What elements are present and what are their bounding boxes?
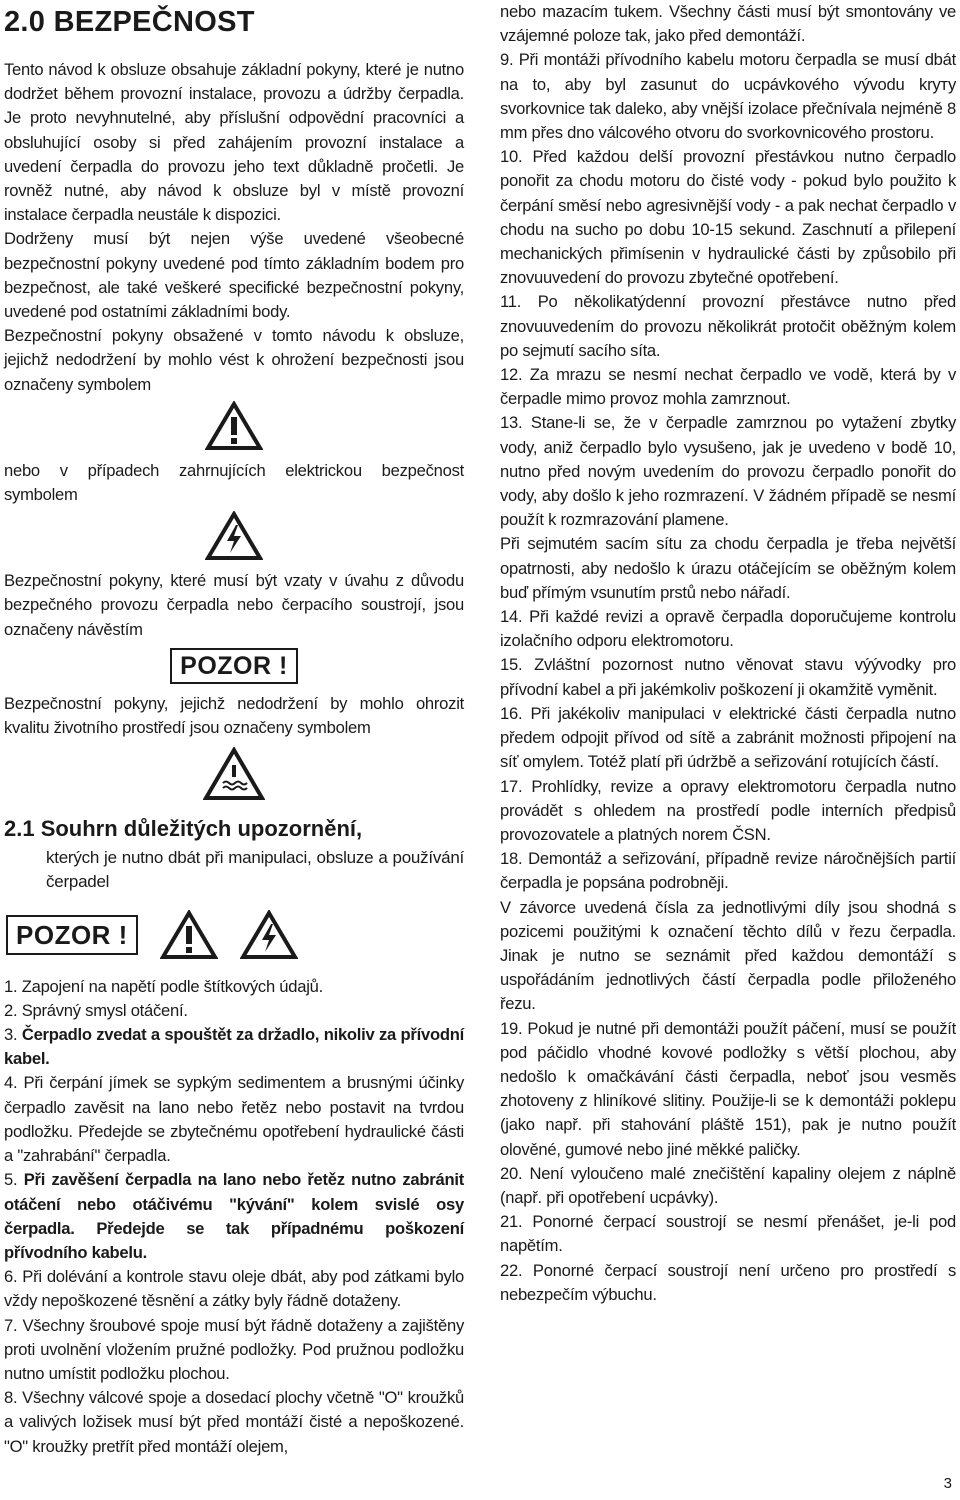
intro-paragraph-1: Tento návod k obsluze obsahuje základní pokyny, které je nutno dodržet během provozní instalace, provozu a údržby čerpadla. Je proto nevyhnutelné, aby příslušní odpovědní pracovníci a obsluhující osoby si před zahájením provozní instalace a uvedení čerpadla do provozu jeho text důkladně pročetli. Je rovněž nutné, aby návod k obsluze byl v místě provozní instalace čerpadla neustále k dispozici. bbox=[4, 60, 464, 225]
warning-triangle-icon bbox=[160, 910, 218, 960]
list-item: 13. Stane-li se, že v čerpadle zamrznou po vytažení zbytky vody, aniž čerpadlo bylo vysušeno, jak je uvedeno v bodě 10, nutno před novým uvedením do provozu čerpadlo ponořit do vody, aby došlo k jeho rozmrazení. V žádném případě se nesmí použít k rozmrazování plamene. bbox=[500, 413, 956, 530]
environment-symbol bbox=[4, 740, 464, 808]
summary-subtitle: kterých je nutno dbát při manipulaci, obsluze a používání čerpadel bbox=[46, 848, 464, 892]
list-item: 2. Správný smysl otáčení. bbox=[4, 1000, 188, 1020]
list-item: 7. Všechny šroubové spoje musí být řádně dotaženy a zajištěny proti uvolnění vložením pružné podložky. Pod pružnou podložku nutno umístit podložku plochou. bbox=[4, 1315, 464, 1383]
list-item: 15. Zvláštní pozornost nutno věnovat stavu výývodky pro přívodní kabel a při jakémkoliv poškození ji okamžitě vyměnit. bbox=[500, 655, 956, 699]
intro-paragraph-2: Dodrženy musí být nejen výše uvedené všeobecné bezpečnostní pokyny uvedené pod tímto základním bodem pro bezpečnost, ale také veškeré specifické bezpečnostní pokyny, uvedené pod ostatními základními body. bbox=[4, 229, 464, 322]
list-item: nebo mazacím tukem. Všechny části musí být smontovány ve vzájemné poloze tak, jako před demontáží. bbox=[500, 2, 956, 46]
summary-list-right bbox=[500, 0, 956, 1307]
list-item: 14. Při každé revizi a opravě čerpadla doporučujeme kontrolu izolačního odporu elektromotoru. bbox=[500, 607, 956, 651]
list-item: V závorce uvedená čísla za jednotlivými díly jsou shodná s pozicemi použitými k označení těchto dílů v řezu čerpadla. Jinak je nutno se seznámit před každou demontáží s uspořádáním jednotlivých částí čerpadla podle přiloženého řezu. bbox=[500, 897, 956, 1014]
pozor-label-summary: POZOR ! bbox=[6, 915, 138, 955]
section-title: 2.0 BEZPEČNOST bbox=[4, 6, 255, 38]
right-column bbox=[500, 0, 956, 1307]
list-item: 12. Za mrazu se nesmí nechat čerpadlo ve vodě, která by v čerpadle mimo provoz mohla zamrznout. bbox=[500, 365, 956, 409]
list-item: 17. Prohlídky, revize a opravy elektromotoru čerpadla nutno provádět s ohledem na prostředí podle interních předpisů provozovatele a platných norem ČSN. bbox=[500, 776, 956, 844]
electric-hazard-icon bbox=[205, 511, 263, 561]
intro-paragraph-4: nebo v případech zahrnujících elektrickou bezpečnost symbolem bbox=[4, 460, 464, 505]
list-item bbox=[4, 1168, 464, 1265]
summary-title: 2.1 Souhrn důležitých upozornění, bbox=[4, 816, 363, 842]
page-number: 3 bbox=[943, 1475, 952, 1492]
list-item: 16. Při jakékoliv manipulaci v elektrické části čerpadla nutno předem odpojit přívod od sítě a zabránit možnosti připojení na síť omylem. Totéž platí při údržbě a seřizování rotujících částí. bbox=[500, 703, 956, 772]
summary-list-left bbox=[4, 975, 464, 1459]
list-item: Při sejmutém sacím sítu za chodu čerpadla je třeba největší opatrnosti, aby nedošlo k úrazu otáčejícím se oběžným kolem buď přímým vsunutím prstů nebo nářadí. bbox=[500, 534, 956, 602]
summary-symbols bbox=[4, 895, 464, 975]
pozor-label: POZOR ! bbox=[170, 648, 298, 684]
list-item: 18. Demontáž a seřizování, případně revize náročnějších partií čerpadla je popsána podrobněji. bbox=[500, 849, 956, 893]
list-item bbox=[4, 1023, 464, 1071]
list-item: 8. Všechny válcové spoje a dosedací plochy včetně "O" kroužků a valivých ložisek musí být před montáží čisté a nepoškozené. "O" kroužky pretřít před montáží olejem, bbox=[4, 1388, 464, 1456]
pozor-sign-1 bbox=[4, 642, 464, 690]
list-item-bold-text: Při zavěšení čerpadla na lano nebo řetěz nutno zabránit otáčení nebo otáčivému "kývání" kolem svislé osy čerpadla. Předejde se tak případnému poškození přívodního kabelu. bbox=[4, 1170, 464, 1262]
electric-symbol bbox=[4, 507, 464, 565]
list-item: 19. Pokud je nutné při demontáži použít páčení, musí se použít pod páčidlo vhodné kovové podložky s větší plochou, aby nedošlo k omačkávání části čerpadla, neboť jsou vesměs zhotoveny z hliníkové slitiny. Použije-li se k demontáži poklepu (jako např. při stahování pláště 151), pak je nutno použít olověné, gumové nebo jiné měkké paličky. bbox=[500, 1018, 956, 1159]
list-item: 21. Ponorné čerpací soustrojí se nesmí přenášet, je-li pod napětím. bbox=[500, 1212, 956, 1256]
warning-symbol bbox=[4, 397, 464, 455]
list-item-number: 5. bbox=[4, 1170, 24, 1190]
environment-hazard-icon bbox=[203, 747, 265, 801]
list-item: 20. Není vyloučeno malé znečištění kapaliny olejem z náplně (např. při opotřebení ucpávky). bbox=[500, 1163, 956, 1207]
list-item-number: 3. bbox=[4, 1025, 22, 1045]
list-item: 22. Ponorné čerpací soustrojí není určeno pro prostředí s nebezpečím výbuchu. bbox=[500, 1260, 956, 1304]
warning-triangle-icon bbox=[205, 401, 263, 451]
list-item: 9. Při montáži přívodního kabelu motoru čerpadla se musí dbát na to, aby byl zasunut do ucpávkového vývodu kryту svorkovnice tak daleko, aby vnější izolace přečnívala nejméně 8 mm přes dno válcového otvoru do svorkovnicového prostoru. bbox=[500, 50, 956, 143]
electric-hazard-icon bbox=[240, 910, 298, 960]
list-item: 4. Při čerpání jímek se sypkým sedimentem a brusnými účinky čerpadlo zavěsit na lano nebo řetěz nebo postavit na tvrdou podložku. Předejde se zbytečnému opotřebení hydraulické části a "zahrabání" čerpadla. bbox=[4, 1073, 464, 1166]
list-item: 6. Při dolévání a kontrole stavu oleje dbát, aby pod zátkami bylo vždy nepoškozené těsnění a zátky byly řádně dotaženy. bbox=[4, 1267, 464, 1311]
intro-paragraph-3: Bezpečnostní pokyny obsažené v tomto návodu k obsluze, jejichž nedodržení by mohlo vést k ohrožení bezpečnosti jsou označeny symbolem bbox=[4, 326, 464, 394]
list-item: 10. Před každou delší provozní přestávkou nutno čerpadlo ponořit za chodu motoru do čisté vody - pokud bylo použito k čerpání směsí nebo agresivnější vody - a pak nechat čerpadlo v chodu na sucho po dobu 10-15 sekund. Zaschnutí a přilepení mechanických přimísenin v hydraulické části by způsobilo při znovuuvedení do provozu zbytečné opotřebení. bbox=[500, 147, 956, 288]
intro-paragraph-5: Bezpečnostní pokyny, které musí být vzaty v úvahu z důvodu bezpečného provozu čerpadla nebo čerpacího soustrojí, jsou označeny návěstím bbox=[4, 571, 464, 639]
list-item: 1. Zapojení na napětí podle štítkových údajů. bbox=[4, 976, 324, 996]
intro-paragraph-6: Bezpečnostní pokyny, jejichž nedodržení by mohlo ohrozit kvalitu životního prostředí jsou označeny symbolem bbox=[4, 693, 464, 738]
left-column bbox=[4, 0, 464, 1459]
list-item-bold-text: Čerpadlo zvedat a spouštět za držadlo, nikoliv za přívodní kabel. bbox=[4, 1025, 464, 1069]
list-item: 11. Po několikatýdenní provozní přestávce nutno před znovuuvedením do provozu několikrát protočit oběžným kolem po sejmutí sacího síta. bbox=[500, 292, 956, 360]
